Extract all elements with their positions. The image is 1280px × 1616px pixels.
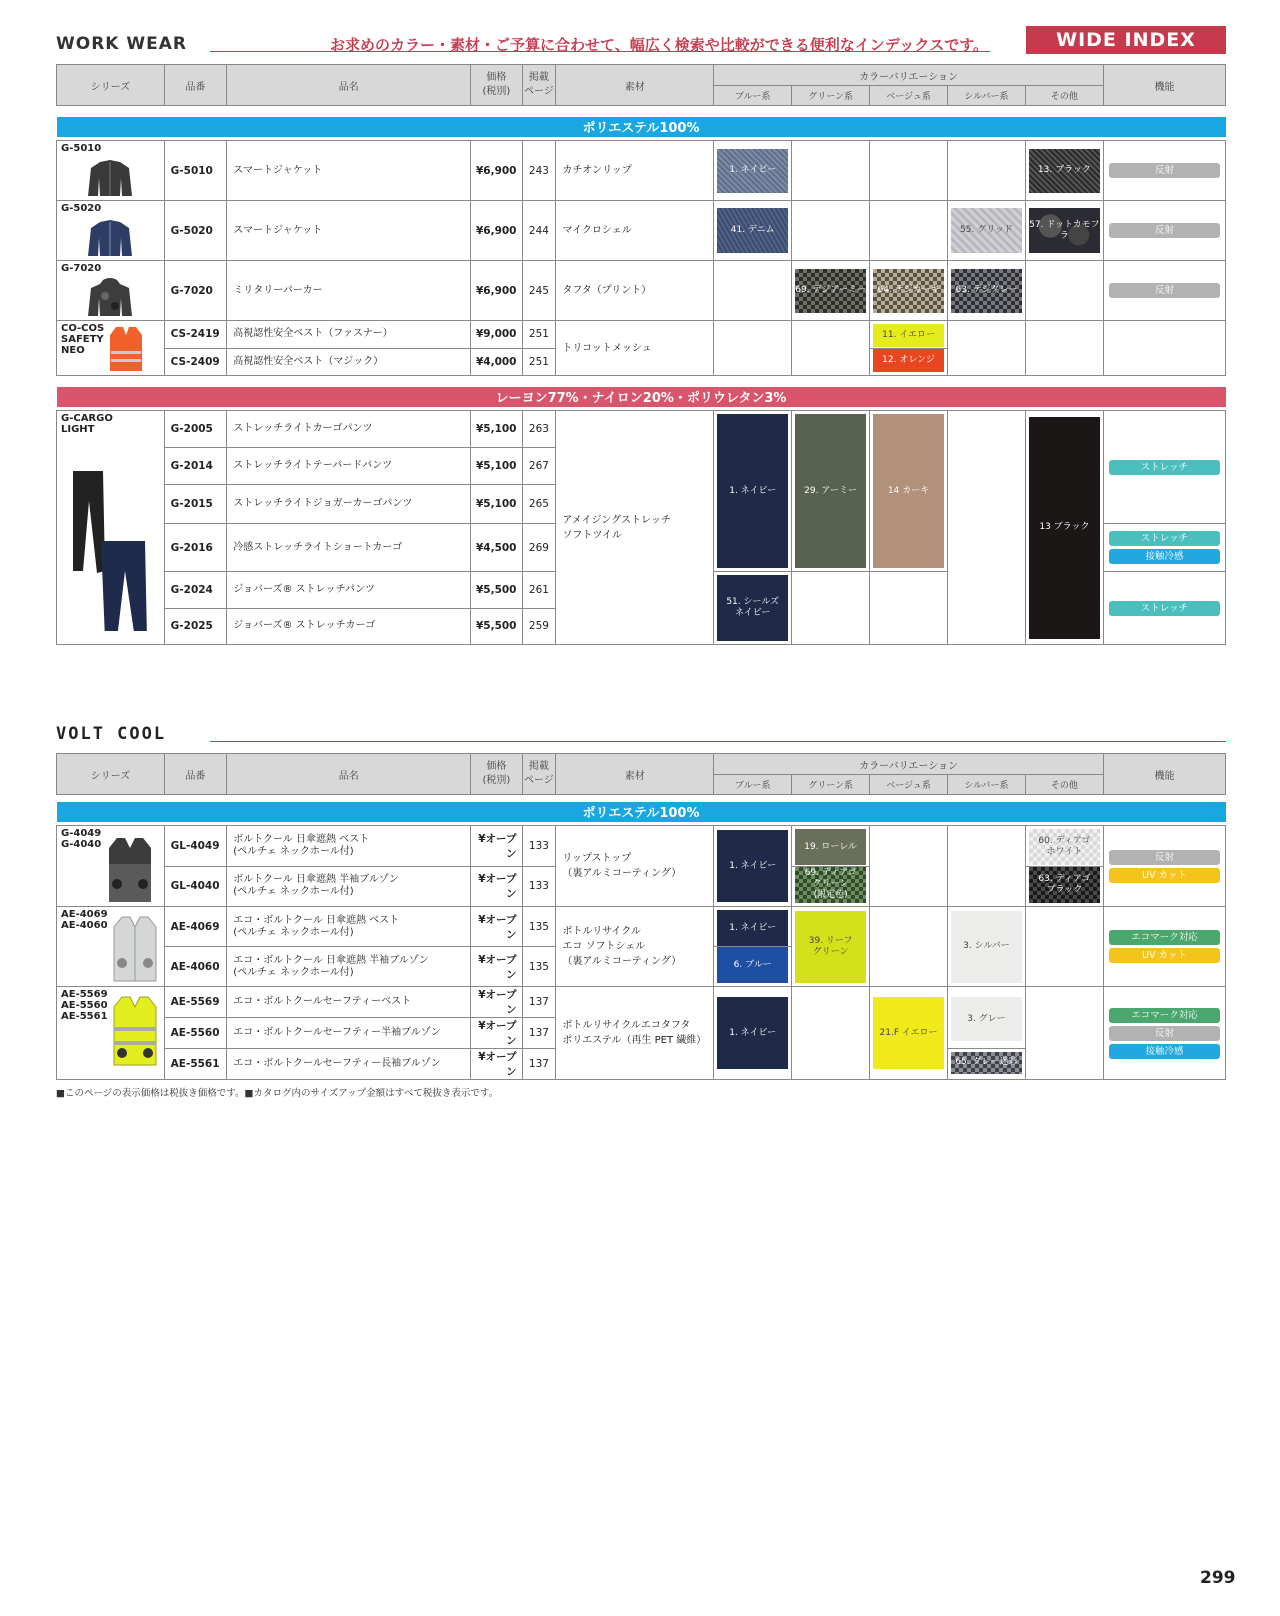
swatch-diago-white: 60. ディアゴ ホワイト [1029, 829, 1100, 865]
product-code: G-2024 [164, 572, 227, 609]
col-name: 品名 [227, 754, 471, 795]
col-green: グリーン系 [792, 86, 870, 106]
swatch-laurel: 19. ローレル [795, 829, 866, 865]
series-cell [57, 907, 165, 987]
func-tag-reflective: 反射 [1109, 223, 1220, 238]
swatch-grid: 55. グリッド [951, 208, 1022, 253]
page-ref: 133 [522, 866, 556, 907]
col-function: 機能 [1103, 65, 1225, 106]
price: ¥5,500 [471, 608, 522, 645]
table-row [57, 201, 1226, 261]
col-page: 掲載 ページ [522, 754, 556, 795]
product-name: ストレッチライトジョガーカーゴパンツ [227, 485, 471, 524]
col-color-variation: カラーバリエーション [714, 754, 1104, 775]
price: ¥5,100 [471, 485, 522, 524]
table-row [57, 261, 1226, 321]
product-code: G-2025 [164, 608, 227, 645]
price: ¥オープン [471, 947, 522, 987]
vest-image [110, 913, 160, 983]
product-code: GL-4049 [164, 826, 227, 867]
price: ¥オープン [471, 1018, 522, 1049]
product-code: AE-5569 [164, 987, 227, 1018]
series-name: G-5010 [61, 143, 102, 154]
func-tag-stretch: ストレッチ [1109, 531, 1220, 546]
product-name: 高視認性安全ベスト（マジック） [227, 348, 471, 376]
series-name: G-7020 [61, 263, 102, 274]
col-other: その他 [1025, 86, 1103, 106]
swatch-orange: 12. オレンジ [873, 349, 944, 372]
swatch-khaki: 14 カーキ [873, 414, 944, 568]
product-code: CS-2409 [164, 348, 227, 376]
series-name: G-5020 [61, 203, 102, 214]
series-cell [57, 987, 165, 1080]
price: ¥オープン [471, 866, 522, 907]
col-material: 素材 [556, 65, 714, 106]
swatch-digi-army: 69. デジアーミー [795, 269, 866, 313]
table-row [57, 141, 1226, 201]
voltcool-header [56, 718, 1226, 744]
page-ref: 251 [522, 321, 556, 349]
product-name: エコ・ボルトクール 日傘遮熱 ベスト (ペルチェ ネックホール付) [227, 907, 471, 947]
material-band-polyester: ポリエステル100% [57, 117, 1226, 137]
material: タフタ（プリント） [556, 261, 714, 321]
col-series: シリーズ [57, 65, 165, 106]
swatch-seals-navy: 51. シールズ ネイビー [717, 575, 788, 641]
col-blue: ブルー系 [714, 86, 792, 106]
page-ref: 135 [522, 907, 556, 947]
swatch-digi-khaki: 64. デジカーキ [873, 269, 944, 313]
col-code: 品番 [164, 65, 227, 106]
series-cell [57, 261, 165, 321]
product-code: G-2014 [164, 448, 227, 485]
jacket-image [85, 218, 135, 258]
page-ref: 259 [522, 608, 556, 645]
product-name: ストレッチライトカーゴパンツ [227, 411, 471, 448]
product-name: ジョバーズ® ストレッチパンツ [227, 572, 471, 609]
price: ¥5,100 [471, 448, 522, 485]
price: ¥6,900 [471, 141, 522, 201]
table-row [57, 411, 1226, 448]
swatch-diago-black: 63. ディアゴ ブラック [1029, 867, 1100, 903]
product-name: ボルトクール 日傘遮熱 半袖ブルゾン (ペルチェ ネックホール付) [227, 866, 471, 907]
func-tag-reflective: 反射 [1109, 283, 1220, 298]
price: ¥5,500 [471, 572, 522, 609]
page-ref: 244 [522, 201, 556, 261]
material: トリコットメッシュ [556, 321, 714, 376]
col-silver: シルバー系 [948, 86, 1026, 106]
swatch-navy: 1. ネイビー [717, 910, 788, 946]
product-name: スマートジャケット [227, 201, 471, 261]
func-tag-eco-mark: エコマーク対応 [1109, 930, 1220, 945]
product-code: G-5020 [164, 201, 227, 261]
product-name: 冷感ストレッチライトショートカーゴ [227, 524, 471, 572]
page-number: 299 [1200, 1568, 1236, 1588]
series-name: CO-COS SAFETY NEO [61, 323, 105, 356]
price: ¥オープン [471, 826, 522, 867]
page-ref: 269 [522, 524, 556, 572]
series-cell [57, 201, 165, 261]
swatch-black: 13. ブラック [1029, 149, 1100, 193]
wide-index-badge: WIDE INDEX [1026, 26, 1226, 54]
product-code: G-2015 [164, 485, 227, 524]
product-code: AE-4069 [164, 907, 227, 947]
voltcool-logo: VOLT COOL [56, 724, 167, 744]
func-tag-uv-cut: UV カット [1109, 948, 1220, 963]
swatch-navy: 1. ネイビー [717, 830, 788, 902]
product-name: エコ・ボルトクール 日傘遮熱 半袖ブルゾン (ペルチェ ネックホール付) [227, 947, 471, 987]
material: マイクロシェル [556, 201, 714, 261]
parka-image [85, 278, 135, 318]
swatch-denim: 41. デニム [717, 208, 788, 253]
swatch-digi-grey: 63. デジグレー [951, 269, 1022, 313]
swatch-leaf-green: 39. リーフ グリーン [795, 911, 866, 983]
page-ref: 133 [522, 826, 556, 867]
price: ¥4,500 [471, 524, 522, 572]
product-code: AE-4060 [164, 947, 227, 987]
page-ref: 137 [522, 1018, 556, 1049]
price: ¥4,000 [471, 348, 522, 376]
product-code: AE-5561 [164, 1049, 227, 1080]
vest-image [105, 834, 155, 904]
price: ¥オープン [471, 907, 522, 947]
func-tag-reflective: 反射 [1109, 163, 1220, 178]
col-page: 掲載 ページ [522, 65, 556, 106]
series-cell [57, 321, 165, 376]
product-name: エコ・ボルトクールセーフティー半袖ブルゾン [227, 1018, 471, 1049]
product-code: GL-4040 [164, 866, 227, 907]
series-name: AE-4069 AE-4060 [61, 909, 108, 931]
swatch-grey: 3. グレー [951, 997, 1022, 1041]
product-name: ミリタリーパーカー [227, 261, 471, 321]
col-beige: ベージュ系 [870, 86, 948, 106]
page-ref: 263 [522, 411, 556, 448]
price: ¥6,900 [471, 261, 522, 321]
price: ¥5,100 [471, 411, 522, 448]
table-row [57, 907, 1226, 947]
func-tag-uv-cut: UV カット [1109, 868, 1220, 883]
page-ref: 243 [522, 141, 556, 201]
material-band-rayon: レーヨン77%・ナイロン20%・ポリウレタン3% [57, 387, 1226, 407]
page-ref: 245 [522, 261, 556, 321]
col-material: 素材 [556, 754, 714, 795]
material: ボトルリサイクルエコタフタ ポリエステル（再生 PET 繊維） [556, 987, 714, 1080]
swatch-navy: 1. ネイビー [717, 997, 788, 1069]
price: ¥オープン [471, 987, 522, 1018]
swatch-navy: 1. ネイビー [717, 149, 788, 193]
col-other: その他 [1025, 775, 1103, 795]
swatch-f-yellow: 21.F イエロー [873, 997, 944, 1069]
product-name: ジョバーズ® ストレッチカーゴ [227, 608, 471, 645]
swatch-navy: 1. ネイビー [717, 414, 788, 568]
jacket-image [85, 158, 135, 198]
pants-image [61, 441, 157, 631]
page-ref: 261 [522, 572, 556, 609]
footnote: ■このページの表示価格は税抜き価格です。■カタログ内のサイズアップ金額はすべて税抜き表示です。 [56, 1088, 499, 1099]
price: ¥9,000 [471, 321, 522, 349]
swatch-army: 29. アーミー [795, 414, 866, 568]
product-code: G-5010 [164, 141, 227, 201]
series-cell [57, 141, 165, 201]
func-tag-stretch: ストレッチ [1109, 601, 1220, 616]
product-name: ボルトクール 日傘遮熱 ベスト (ペルチェ ネックホール付) [227, 826, 471, 867]
col-code: 品番 [164, 754, 227, 795]
col-green: グリーン系 [792, 775, 870, 795]
product-code: CS-2419 [164, 321, 227, 349]
product-name: スマートジャケット [227, 141, 471, 201]
series-cell [57, 411, 165, 645]
header-divider [210, 741, 1226, 742]
col-function: 機能 [1103, 754, 1225, 795]
table-row [57, 321, 1226, 349]
material: リップストップ （裏アルミコーティング） [556, 826, 714, 907]
col-series: シリーズ [57, 754, 165, 795]
swatch-diago-green: 69. ディアゴ グリーン (限定色) [795, 867, 866, 903]
product-name: ストレッチライトテーパードパンツ [227, 448, 471, 485]
swatch-black: 13 ブラック [1029, 417, 1100, 639]
workwear-table [56, 64, 1226, 645]
material-band-polyester: ポリエステル100% [57, 802, 1226, 822]
safety-vest-image [110, 993, 160, 1067]
swatch-silver: 3. シルバー [951, 911, 1022, 983]
product-code: G-7020 [164, 261, 227, 321]
page-ref: 137 [522, 1049, 556, 1080]
series-name: AE-5569 AE-5560 AE-5561 [61, 989, 108, 1022]
voltcool-table [56, 753, 1226, 1080]
material: カチオンリップ [556, 141, 714, 201]
material: ボトルリサイクル エコ ソフトシェル （裏アルミコーティング） [556, 907, 714, 987]
product-name: エコ・ボルトクールセーフティーベスト [227, 987, 471, 1018]
col-blue: ブルー系 [714, 775, 792, 795]
series-cell [57, 826, 165, 907]
col-beige: ベージュ系 [870, 775, 948, 795]
table-row [57, 826, 1226, 867]
page-ref: 137 [522, 987, 556, 1018]
page-ref: 265 [522, 485, 556, 524]
product-code: G-2016 [164, 524, 227, 572]
col-price: 価格 (税別) [471, 754, 522, 795]
workwear-title: WORK WEAR [56, 34, 187, 54]
product-name: エコ・ボルトクールセーフティー長袖ブルゾン [227, 1049, 471, 1080]
page-ref: 135 [522, 947, 556, 987]
col-silver: シルバー系 [948, 775, 1026, 795]
swatch-blue: 6. ブルー [717, 947, 788, 983]
col-price: 価格 (税別) [471, 65, 522, 106]
table-row [57, 987, 1226, 1018]
swatch-grey-camo: 65. グレー迷彩 [951, 1052, 1022, 1074]
product-name: 高視認性安全ベスト（ファスナー） [227, 321, 471, 349]
tagline: お求めのカラー・素材・ご予算に合わせて、幅広く検索や比較ができる便利なインデックスです。 [330, 36, 989, 54]
material: アメイジングストレッチ ソフトツイル [556, 411, 714, 645]
func-tag-cool-touch: 接触冷感 [1109, 1044, 1220, 1059]
col-name: 品名 [227, 65, 471, 106]
func-tag-reflective: 反射 [1109, 850, 1220, 865]
safety-vest-image [106, 325, 146, 373]
product-code: G-2005 [164, 411, 227, 448]
func-tag-stretch: ストレッチ [1109, 460, 1220, 475]
swatch-yellow: 11. イエロー [873, 324, 944, 347]
func-tag-eco-mark: エコマーク対応 [1109, 1008, 1220, 1023]
col-color-variation: カラーバリエーション [714, 65, 1104, 86]
series-name: G-4049 G-4040 [61, 828, 102, 850]
page-ref: 251 [522, 348, 556, 376]
series-name: G-CARGO LIGHT [61, 413, 113, 435]
page-ref: 267 [522, 448, 556, 485]
price: ¥オープン [471, 1049, 522, 1080]
price: ¥6,900 [471, 201, 522, 261]
product-code: AE-5560 [164, 1018, 227, 1049]
func-tag-reflective: 反射 [1109, 1026, 1220, 1041]
swatch-dot-camo: 57. ドットカモフラ [1029, 208, 1100, 253]
func-tag-cool-touch: 接触冷感 [1109, 549, 1220, 564]
